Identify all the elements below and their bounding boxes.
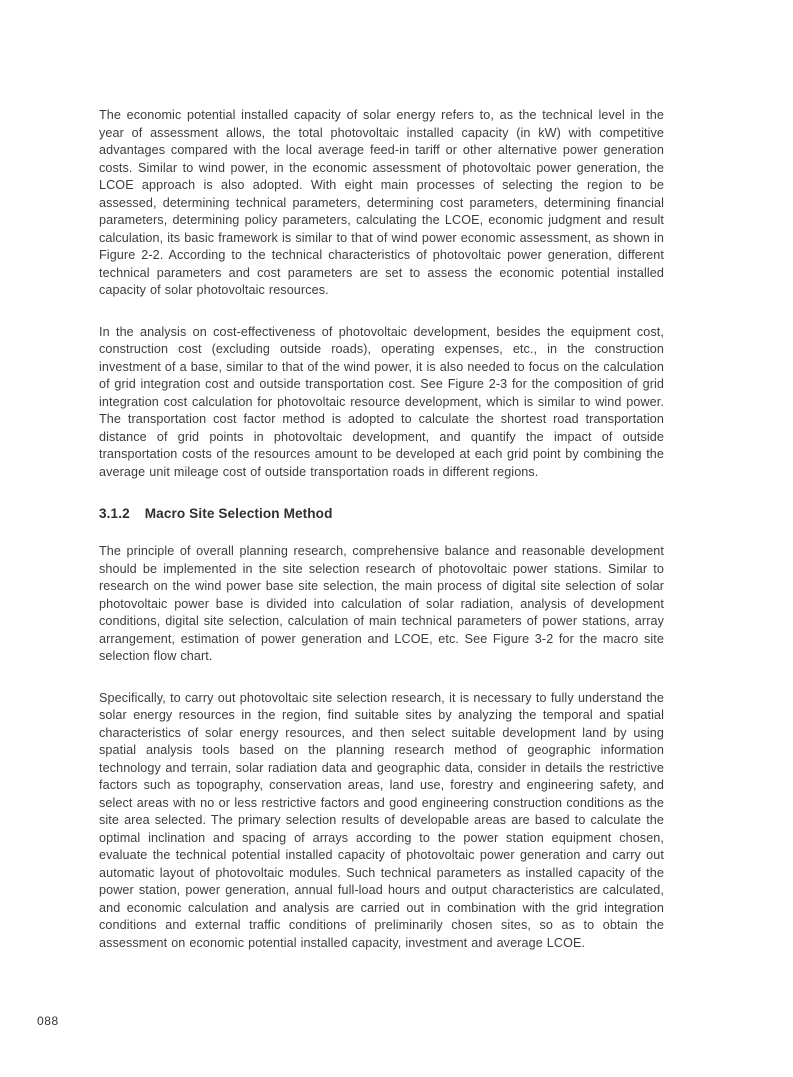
- section-heading: [99, 505, 664, 523]
- paragraph-cost-effectiveness: In the analysis on cost-effectiveness of photovoltaic development, besides the equipment cost, construction cost (excluding outside roads), operating expenses, etc., in the construction investment of a base, similar to that of the wind power, it is also needed to focus on the calculation of grid integration cost and outside transportation cost. See Figure 2-3 for the composition of grid integration cost calculation for photovoltaic resource development, which is similar to wind power. The transportation cost factor method is adopted to calculate the shortest road transportation distance of grid points in photovoltaic development, and quantify the impact of outside transportation costs of the resources amount to be developed at each grid point by combining the average unit mileage cost of outside transportation roads in different regions.: [99, 324, 664, 479]
- paragraph-site-selection-detail: Specifically, to carry out photovoltaic site selection research, it is necessary to fully understand the solar energy resources in the region, find suitable sites by analyzing the temporal and spatial characteristics of solar energy resources, and then select suitable development land by using spatial analysis tools based on the planning research method of geographic information technology and terrain, solar radiation data and geographic data, consider in details the restrictive factors such as topography, conservation areas, land use, forestry and engineering safety, and select areas with no or less restrictive factors and good engineering construction conditions as the site area selected. The primary selection results of developable areas are based to calculate the optimal inclination and spacing of arrays according to the power station equipment chosen, evaluate the technical potential installed capacity of photovoltaic power generation and carry out automatic layout of photovoltaic modules. Such technical parameters as installed capacity of the power station, power generation, annual full-load hours and output characteristics are calculated, and economic calculation and analysis are carried out in combination with the grid integration conditions and external traffic conditions of preliminarily chosen sites, so as to obtain the assessment on economic potential installed capacity, investment and average LCOE.: [99, 690, 664, 950]
- page-body-text: [99, 107, 664, 976]
- paragraph-economic-potential: The economic potential installed capacity of solar energy refers to, as the technical level in the year of assessment allows, the total photovoltaic installed capacity (in kW) with competitive advantages compared with the local average feed-in tariff or other alternative power generation costs. Similar to wind power, in the economic assessment of photovoltaic power generation, the LCOE approach is also adopted. With eight main processes of selecting the region to be assessed, determining technical parameters, determining cost parameters, determining financial parameters, determining policy parameters, calculating the LCOE, economic judgment and result calculation, its basic framework is similar to that of wind power economic assessment, as shown in Figure 2-2. According to the technical characteristics of photovoltaic power generation, different technical parameters and cost parameters are set to assess the economic potential installed capacity of solar photovoltaic resources.: [99, 108, 664, 297]
- page-number: 088: [37, 1014, 59, 1028]
- section-heading-title: Macro Site Selection Method: [144, 506, 333, 521]
- section-heading-number: 3.1.2: [99, 506, 130, 521]
- paragraph-site-selection-principle: The principle of overall planning research, comprehensive balance and reasonable development should be implemented in the site selection research of photovoltaic power stations. Similar to research on the wind power base site selection, the main process of digital site selection of solar photovoltaic power base is divided into calculation of solar radiation, analysis of development conditions, digital site selection, calculation of main technical parameters of power stations, array arrangement, estimation of power generation and LCOE, etc. See Figure 3-2 for the macro site selection flow chart.: [99, 544, 664, 663]
